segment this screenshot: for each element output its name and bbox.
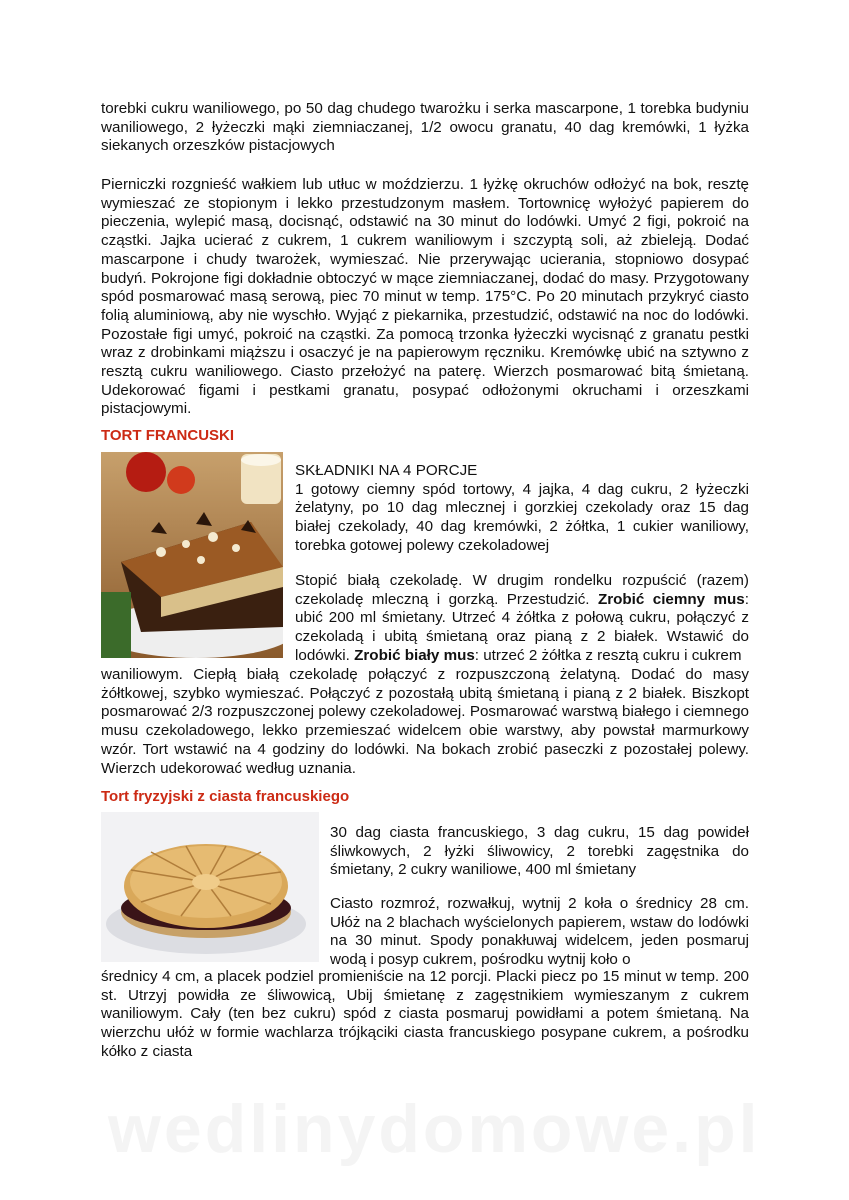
recipe1-white-mousse-label: Zrobić biały mus <box>354 646 475 664</box>
recipe2-method-full: średnicy 4 cm, a placek podziel promieniście na 12 porcji. Placki piecz po 15 minut w temp. 200 st. Utrzyj powidła ze śliwowicą, Ubij śmietanę z zagęstnikiem wymieszanym z cukrem waniliowym. Cały (ten bez cukru) spód z ciasta posmaruj powidłami a potem śmietaną. Na wierzchu ułóż w formie wachlarza trójkąciki ciasta francuskiego posypane cukrem, a pośrodku kółko z ciasta <box>101 968 749 1060</box>
recipe1-method-a: Stopić białą czekoladę. W drugim rondelku rozpuścić (razem) czekoladę mleczną i gorzką. Przestudzić. <box>295 572 749 608</box>
intro-ingredients-block <box>101 100 749 156</box>
recipe1-ingredients-text: 1 gotowy ciemny spód tortowy, 4 jajka, 4 dag cukru, 2 łyżeczki żelatyny, po 10 dag mlecznej i gorzkiej czekolady oraz 15 dag białej czekolady, 40 dag kremówki, 2 żółtka, 1 cukier waniliowy, torebka gotowej polewy czekoladowej <box>295 480 749 554</box>
intro-method-block <box>101 176 749 419</box>
recipe2-ingredients-text: 30 dag ciasta francuskiego, 3 dag cukru, 15 dag powideł śliwkowych, 2 łyżki śliwowicy, 2 torebki zagęstnika do śmietany, 2 cukry waniliowe, 400 ml śmietany <box>330 824 749 879</box>
watermark: wedlinydomowe.pl <box>108 1091 761 1167</box>
recipe2-ingredients-block <box>330 824 749 880</box>
puff-pastry-cake-illustration <box>101 812 319 962</box>
recipe1-method-b: : ubić 200 ml śmietany. Utrzeć 4 żółtka z połową cukru, połączyć z czekoladą i ubitą śmietaną oraz pianą z 2 białek. Wstawić do lodówki. <box>295 590 749 664</box>
recipe1-ingredients-heading: SKŁADNIKI NA 4 PORCJE <box>295 462 478 479</box>
recipe1-ingredients-block <box>295 462 749 556</box>
recipe1-dark-mousse-label: Zrobić ciemny mus <box>597 590 745 608</box>
recipe1-method-c: : utrzeć 2 żółtka z resztą cukru i cukrem <box>474 646 742 664</box>
recipe2-method-continued <box>101 968 749 1062</box>
puff-pastry-cake-photo <box>101 812 319 962</box>
recipe1-title: TORT FRANCUSKI <box>101 427 235 444</box>
intro-ingredients-text: torebki cukru waniliowego, po 50 dag chudego twarożku i serka mascarpone, 1 torebka budyniu waniliowego, 2 łyżeczki mąki ziemniaczanej, 1/2 owocu granatu, 40 dag kremówki, 1 łyżka siekanych orzeszków pistacjowych <box>101 100 749 155</box>
chocolate-cake-photo <box>101 452 283 658</box>
recipe1-method-block <box>295 572 749 666</box>
recipe2-title: Tort fryzyjski z ciasta francuskiego <box>101 788 350 805</box>
intro-method-text: Pierniczki rozgnieść wałkiem lub utłuc w moździerzu. 1 łyżkę okruchów odłożyć na bok, resztę wymieszać ze stopionym i lekko przestudzonym masłem. Tortownicę wyłożyć papierem do pieczenia, wylepić masą, docisnąć, odstawić na 30 minut do lodówki. Umyć 2 figi, pokroić na cząstki. Jajka ucierać z cukrem, 1 cukrem waniliowym i szczyptą soli, aż zbieleją. Dodać mascarpone i chudy twarożek, wymieszać. Nie przerywając ucierania, stopniowo dosypać budyń. Pokrojone figi dokładnie obtoczyć w mące ziemniaczanej, dodać do masy. Przygotowany spód posmarować masą serową, piec 70 minut w temp. 175°C. Po 20 minutach przykryć ciasto folią aluminiową, aby nie wyschło. Wyjąć z piekarnika, przestudzić, odstawić na noc do lodówki. Pozostałe figi umyć, pokroić na cząstki. Za pomocą trzonka łyżeczki wycisnąć z granatu pestki wraz z drobinkami miąższu i osaczyć je na papierowym ręczniku. Kremówkę ubić na sztywno z resztą cukru waniliowego. Ciasto przełożyć na paterę. Wierzch posmarować bitą śmietaną. Udekorować figami i pestkami granatu, posypać odłożonymi okruchami i orzeszkami pistacjowymi. <box>101 176 749 418</box>
chocolate-cake-illustration <box>101 452 283 658</box>
recipe1-method-full: waniliowym. Ciepłą białą czekoladę połączyć z rozpuszczoną żelatyną. Dodać do masy żółtkowej, szybko wymieszać. Połączyć z pozostałą ubitą śmietaną i pianą z 2 białek. Biszkopt posmarować 2/3 rozpuszczonej polewy czekoladowej. Posmarować warstwą białego i ciemnego musu czekoladowego, lekko przemieszać widelcem obie warstwy, aby powstał marmurkowy wzór. Tort wstawić na 4 godziny do lodówki. Na bokach zrobić paseczki z pozostałej polewy. Wierzch udekorować według uznania. <box>101 666 749 777</box>
recipe2-method-a: Ciasto rozmroź, rozwałkuj, wytnij 2 koła o średnicy 28 cm. Ułóż na 2 blachach wyścielonych papierem, wstaw do lodówki na 30 minut. Spody ponakłuwaj widelcem, jeden posmaruj wodą i posyp cukrem, pośrodku wytnij koło o <box>330 895 749 969</box>
recipe2-method-block <box>330 895 749 970</box>
recipe1-method-paragraph <box>295 572 749 666</box>
recipe1-method-continued <box>101 666 749 778</box>
